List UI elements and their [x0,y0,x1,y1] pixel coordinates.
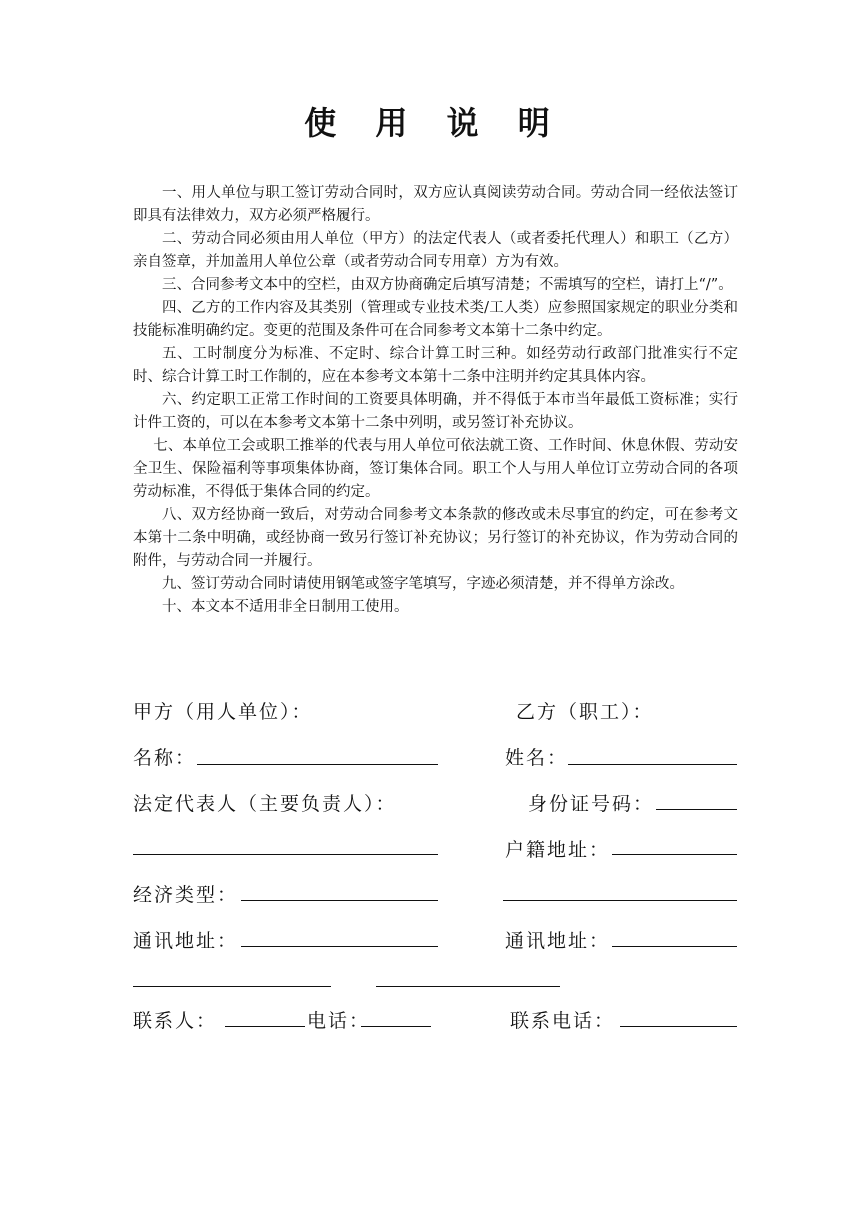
party-b-address-field[interactable] [612,946,737,947]
instruction-item: 八、双方经协商一致后，对劳动合同参考文本条款的修改或未尽事宜的约定，可在参考文本第十二条中明确，或经协商一致另行签订补充协议；另行签订的补充协议，作为劳动合同的附件，与劳动合同一并履行。 [133,507,738,569]
party-b-household-label: 户籍地址： [505,839,611,861]
party-b-phone-field[interactable] [620,1026,737,1027]
party-b-household-field[interactable] [612,854,737,855]
instruction-item: 七、本单位工会或职工推举的代表与用人单位可依法就工资、工作时间、休息休假、劳动安全卫生、保险福利等事项集体协商，签订集体合同。职工个人与用人单位订立劳动合同的各项劳动标准，不得低于集体合同的约定。 [133,438,738,500]
party-a-heading: 甲方（用人单位）： [133,701,313,723]
party-a-phone-field[interactable] [361,1026,431,1027]
instruction-item: 三、合同参考文本中的空栏，由双方协商确定后填写清楚；不需填写的空栏，请打上“/”。 [162,277,733,293]
party-a-address-field-line3[interactable] [376,986,560,987]
instruction-item: 十、本文本不适用非全日制用工使用。 [162,599,409,615]
party-a-legal-rep-field[interactable] [133,854,438,855]
party-a-contact-field[interactable] [225,1026,305,1027]
instruction-item: 一、用人单位与职工签订劳动合同时，双方应认真阅读劳动合同。劳动合同一经依法签订即具有法律效力，双方必须严格履行。 [133,185,738,224]
party-b-id-label: 身份证号码： [528,793,655,815]
party-a-economy-type-label: 经济类型： [133,884,239,906]
page-title: 使 用 说 明 [304,104,564,142]
party-b-id-field[interactable] [656,809,737,810]
instruction-item: 五、工时制度分为标准、不定时、综合计算工时三种。如经劳动行政部门批准实行不定时、综合计算工时工作制的，应在本参考文本第十二条中注明并约定其具体内容。 [133,346,738,385]
party-a-address-field[interactable] [241,946,438,947]
party-b-name-label: 姓名： [505,747,569,769]
instruction-item: 六、约定职工正常工作时间的工资要具体明确，并不得低于本市当年最低工资标准；实行计件工资的，可以在本参考文本第十二条中列明，或另签订补充协议。 [133,392,738,431]
party-b-address-label: 通讯地址： [505,930,611,952]
party-b-phone-label: 联系电话： [510,1010,616,1032]
party-b-name-field[interactable] [568,764,737,765]
instruction-item: 九、签订劳动合同时请使用钢笔或签字笔填写，字迹必须清楚，并不得单方涂改。 [162,576,684,592]
party-b-household-field-line2[interactable] [503,900,737,901]
instruction-item: 二、劳动合同必须由用人单位（甲方）的法定代表人（或者委托代理人）和职工（乙方）亲自签章，并加盖用人单位公章（或者劳动合同专用章）方为有效。 [133,231,738,270]
party-a-phone-label: 电话： [307,1010,371,1032]
party-a-name-field[interactable] [197,764,438,765]
party-b-heading: 乙方（职工）： [516,701,654,723]
party-a-address-label: 通讯地址： [133,930,239,952]
party-a-contact-label: 联系人： [133,1010,218,1032]
party-a-legal-rep-label: 法定代表人（主要负责人）： [133,793,397,815]
party-a-economy-type-field[interactable] [241,900,438,901]
party-a-name-label: 名称： [133,747,197,769]
instruction-item: 四、乙方的工作内容及其类别（管理或专业技术类/工人类）应参照国家规定的职业分类和技能标准明确约定。变更的范围及条件可在合同参考文本第十二条中约定。 [133,300,738,339]
party-a-address-field-line2[interactable] [133,986,331,987]
